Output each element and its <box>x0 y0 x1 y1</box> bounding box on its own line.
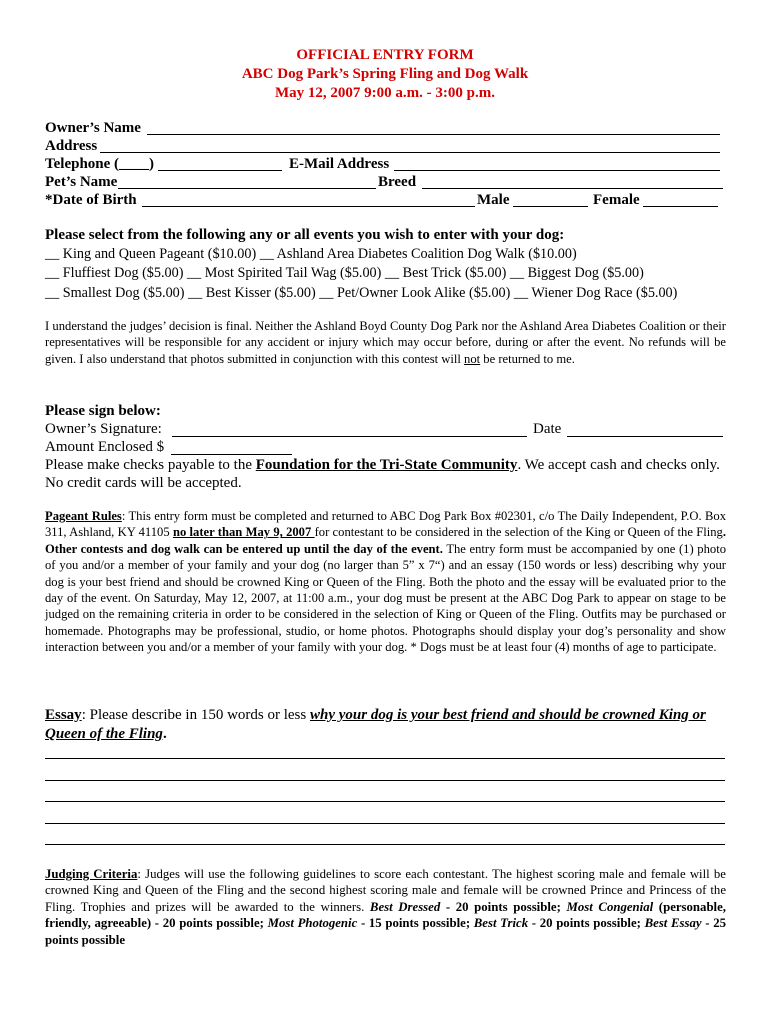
amount-label: Amount Enclosed $ <box>45 439 165 455</box>
disclaimer-paragraph: I understand the judges’ decision is final. Neither the Ashland Boyd County Dog Park nor the Ashland Area Diabetes Coalition or their representatives will be responsible for any accident or injury which may occur before, during or after the event. No refunds will be given. I also understand that photos submitted in conjunction with this contest will not be returned to me. <box>45 319 726 366</box>
pageant-rules-paragraph: Pageant Rules: This entry form must be completed and returned to ABC Dog Park Box #02301, c/o The Daily Independent, P.O. Box 311, Ashland, KY 41105 no later than May 9, 2007 for contestant to be considered in the selection of the King or Queen of the Fling. Other contests and dog walk can be entered up until the day of the event. The entry form must be accompanied by one (1) photo of you and/or a member of your family and your dog (no larger than 5” x 7“) and an essay (150 words or less) describing why your dog is your best friend and should be crowned King or Queen of the Fling. Both the photo and the essay will be evaluated prior to the day of the event. On Saturday, May 12, 2007, at 11:00 a.m., your dog must be present at the ABC Dog Park to appear on stage to be judged on the remaining criteria in order to be considered in the selection of King or Queen of the Fling. Outfits may be purchased or homemade. Photographs may be professional, studio, or home photos. Photographs should display your dog’s personality and show interaction between you and/or a member of your family with your dog. * Dogs must be at least four (4) months of age to participate. <box>45 509 726 655</box>
judging-criteria-paragraph: Judging Criteria: Judges will use the following guidelines to score each contestant. The highest scoring male and female will be crowned King and Queen of the Fling and the second highest scoring male and female will be crowned Prince and Princess of the Fling. Trophies and prizes will be awarded to the winners. Best Dressed - 20 points possible; Most Congenial (personable, friendly, agreeable) - 20 points possible; Most Photogenic - 15 points possible; Best Trick - 20 points possible; Best Essay - 25 points possible <box>45 867 726 947</box>
events-heading: Please select from the following any or all events you wish to enter with your dog: <box>45 227 565 243</box>
events-row-1[interactable]: __ King and Queen Pageant ($10.00) __ Ashland Area Diabetes Coalition Dog Walk ($10.00) <box>45 246 577 262</box>
male-label: Male <box>477 192 510 208</box>
male-field[interactable] <box>513 206 588 207</box>
essay-line-2[interactable] <box>45 780 725 781</box>
date-field[interactable] <box>567 436 723 437</box>
female-label: Female <box>593 192 640 208</box>
date-label: Date <box>533 421 562 437</box>
events-row-2[interactable]: __ Fluffiest Dog ($5.00) __ Most Spirited Tail Wag ($5.00) __ Best Trick ($5.00) __ Biggest Dog ($5.00) <box>45 265 644 281</box>
essay-line-5[interactable] <box>45 844 725 845</box>
owner-name-field[interactable] <box>147 134 720 135</box>
essay-prompt: Essay: Please describe in 150 words or less why your dog is your best friend and should be crowned King or Queen of the Fling. <box>45 707 706 742</box>
event-name: ABC Dog Park’s Spring Fling and Dog Walk <box>241 66 529 82</box>
checks-payable-note: Please make checks payable to the Foundation for the Tri-State Community. We accept cash and checks only. No credit cards will be accepted. <box>45 457 720 491</box>
pet-name-field[interactable] <box>118 188 376 189</box>
breed-field[interactable] <box>422 188 723 189</box>
owner-name-label: Owner’s Name <box>45 120 141 136</box>
events-row-3[interactable]: __ Smallest Dog ($5.00) __ Best Kisser ($5.00) __ Pet/Owner Look Alike ($5.00) __ Wiener Dog Race ($5.00) <box>45 285 678 301</box>
essay-line-3[interactable] <box>45 801 725 802</box>
telephone-field[interactable] <box>158 170 282 171</box>
breed-label: Breed <box>378 174 417 190</box>
address-label: Address <box>45 138 98 154</box>
pet-name-label: Pet’s Name <box>45 174 118 190</box>
dob-label: *Date of Birth <box>45 192 137 208</box>
sign-heading: Please sign below: <box>45 403 161 419</box>
owner-signature-label: Owner’s Signature: <box>45 421 162 437</box>
email-label: E-Mail Address <box>289 156 390 172</box>
form-title: OFFICIAL ENTRY FORM <box>296 47 474 63</box>
telephone-label: Telephone (____) <box>45 156 155 172</box>
essay-line-4[interactable] <box>45 823 725 824</box>
address-field[interactable] <box>100 152 720 153</box>
amount-field[interactable] <box>171 454 292 455</box>
female-field[interactable] <box>643 206 718 207</box>
dob-field[interactable] <box>142 206 475 207</box>
essay-line-1[interactable] <box>45 758 725 759</box>
owner-signature-field[interactable] <box>172 436 527 437</box>
email-field[interactable] <box>394 170 720 171</box>
event-date-time: May 12, 2007 9:00 a.m. - 3:00 p.m. <box>275 85 495 101</box>
